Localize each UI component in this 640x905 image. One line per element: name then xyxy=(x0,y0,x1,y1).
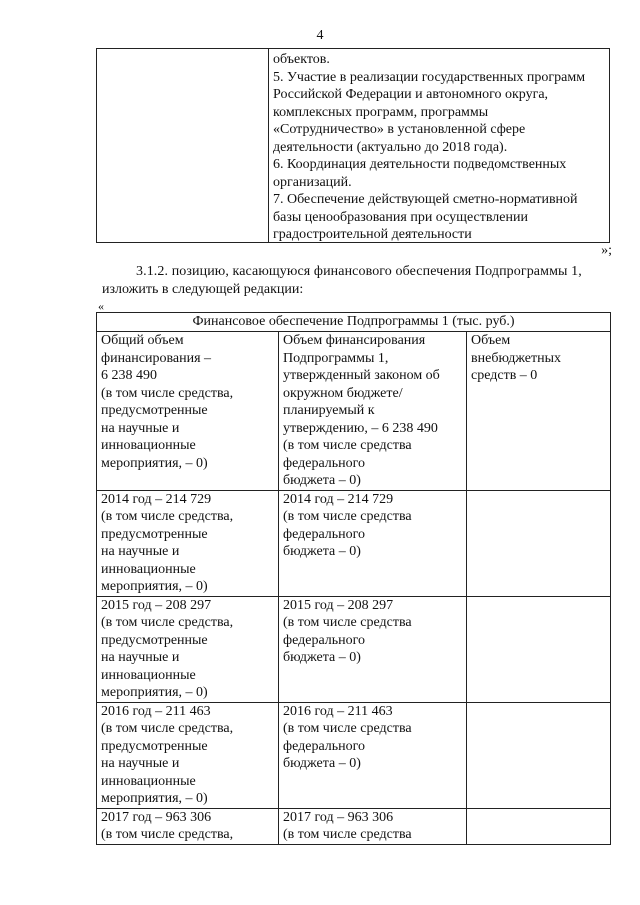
cell-line: федерального xyxy=(283,632,366,648)
amendment-paragraph xyxy=(102,263,612,298)
cell-line: мероприятия, – 0) xyxy=(101,455,208,471)
year-row-2017 xyxy=(97,808,611,844)
total-year-cell xyxy=(97,808,279,844)
cell-line: средств – 0 xyxy=(471,368,538,383)
extrabudgetary-cell xyxy=(467,332,611,491)
financing-title-row xyxy=(97,313,611,332)
cell-line: предусмотренные xyxy=(101,526,208,542)
financing-table xyxy=(96,312,611,845)
paragraph-line: 3.1.2. позицию, касающуюся финансового обеспечения Подпрограммы 1, xyxy=(136,264,582,279)
cell-line: 2015 год – 208 297 xyxy=(101,597,212,613)
cell-line: (в том числе средства xyxy=(283,827,412,842)
cell-line: предусмотренные xyxy=(101,738,208,754)
cell-line: инновационные xyxy=(101,438,196,453)
cell-line: бюджета – 0) xyxy=(283,756,361,771)
objectives-table xyxy=(96,48,610,243)
cell-line: инновационные xyxy=(101,667,196,683)
objectives-line: объектов. xyxy=(273,52,330,67)
objectives-line: Российской Федерации и автономного округа, xyxy=(273,87,549,102)
cell-line: мероприятия, – 0) xyxy=(101,579,208,594)
budget-year-cell xyxy=(279,702,467,808)
cell-line: Подпрограммы 1, xyxy=(283,350,389,366)
cell-line: федерального xyxy=(283,455,366,471)
cell-line: инновационные xyxy=(101,561,196,577)
total-year-cell xyxy=(97,702,279,808)
cell-line: окружном бюджете/ xyxy=(283,385,403,401)
year-row-2014 xyxy=(97,490,611,596)
extrabudgetary-year-cell xyxy=(467,808,611,844)
cell-line: 2016 год – 211 463 xyxy=(101,703,211,719)
closing-quote: »; xyxy=(601,243,612,258)
cell-line: мероприятия, – 0) xyxy=(101,685,208,700)
opening-quote: « xyxy=(98,299,104,313)
total-year-cell xyxy=(97,596,279,702)
table-divider xyxy=(268,49,269,242)
objectives-line: 7. Обеспечение действующей сметно-нормативной xyxy=(273,192,578,207)
cell-line: (в том числе средства xyxy=(283,615,412,630)
cell-line: на научные и xyxy=(101,544,180,559)
cell-line: 6 238 490 xyxy=(101,368,157,383)
extrabudgetary-year-cell xyxy=(467,702,611,808)
cell-line: (в том числе средства, xyxy=(101,827,234,842)
cell-line: Объем xyxy=(471,333,511,348)
objectives-line: деятельности (актуально до 2018 года). xyxy=(273,139,508,155)
objectives-line: «Сотрудничество» в установленной сфере xyxy=(273,122,526,137)
extrabudgetary-year-cell xyxy=(467,596,611,702)
objectives-line: 6. Координация деятельности подведомственных xyxy=(273,157,567,172)
budget-volume-cell xyxy=(279,332,467,491)
year-row-2016 xyxy=(97,702,611,808)
cell-line: 2017 год – 963 306 xyxy=(101,809,212,825)
cell-line: (в том числе средства, xyxy=(101,385,234,401)
cell-line: Объем финансирования xyxy=(283,333,426,348)
cell-line: инновационные xyxy=(101,773,196,789)
objectives-line: организаций. xyxy=(273,174,352,190)
cell-line: предусмотренные xyxy=(101,632,208,648)
cell-line: бюджета – 0) xyxy=(283,473,361,488)
budget-year-cell xyxy=(279,490,467,596)
cell-line: планируемый к xyxy=(283,403,375,418)
extrabudgetary-year-cell xyxy=(467,490,611,596)
objectives-line: градостроительной деятельности xyxy=(273,227,472,242)
cell-line: 2016 год – 211 463 xyxy=(283,703,393,719)
page-number: 4 xyxy=(316,28,324,43)
cell-line: на научные и xyxy=(101,420,180,436)
cell-line: 2017 год – 963 306 xyxy=(283,809,394,825)
total-volume-cell xyxy=(97,332,279,491)
objectives-text xyxy=(273,51,605,244)
budget-year-cell xyxy=(279,808,467,844)
cell-line: (в том числе средства, xyxy=(101,615,234,630)
cell-line: на научные и xyxy=(101,756,180,771)
cell-line: (в том числе средства, xyxy=(101,509,234,524)
financing-title: Финансовое обеспечение Подпрограммы 1 (тыс. руб.) xyxy=(97,313,611,332)
cell-line: на научные и xyxy=(101,650,180,665)
cell-line: (в том числе средства xyxy=(283,509,412,524)
cell-line: финансирования – xyxy=(101,350,212,366)
cell-line: (в том числе средства xyxy=(283,721,412,736)
cell-line: бюджета – 0) xyxy=(283,650,361,665)
cell-line: мероприятия, – 0) xyxy=(101,791,208,806)
cell-line: федерального xyxy=(283,526,366,542)
cell-line: Общий объем xyxy=(101,333,184,348)
objectives-line: 5. Участие в реализации государственных программ xyxy=(273,69,586,85)
cell-line: внебюджетных xyxy=(471,350,562,366)
cell-line: (в том числе средства, xyxy=(101,721,234,736)
financing-header-row xyxy=(97,332,611,491)
cell-line: федерального xyxy=(283,738,366,754)
cell-line: утверждению, – 6 238 490 xyxy=(283,420,438,436)
objectives-line: базы ценообразования при осуществлении xyxy=(273,209,528,225)
objectives-line: комплексных программ, программы xyxy=(273,104,489,120)
cell-line: (в том числе средства xyxy=(283,438,412,453)
year-row-2015 xyxy=(97,596,611,702)
cell-line: бюджета – 0) xyxy=(283,544,361,559)
paragraph-line: изложить в следующей редакции: xyxy=(102,281,304,297)
cell-line: утвержденный законом об xyxy=(283,368,440,383)
cell-line: предусмотренные xyxy=(101,403,208,418)
cell-line: 2014 год – 214 729 xyxy=(283,491,394,507)
cell-line: 2015 год – 208 297 xyxy=(283,597,394,613)
budget-year-cell xyxy=(279,596,467,702)
total-year-cell xyxy=(97,490,279,596)
cell-line: 2014 год – 214 729 xyxy=(101,491,212,507)
